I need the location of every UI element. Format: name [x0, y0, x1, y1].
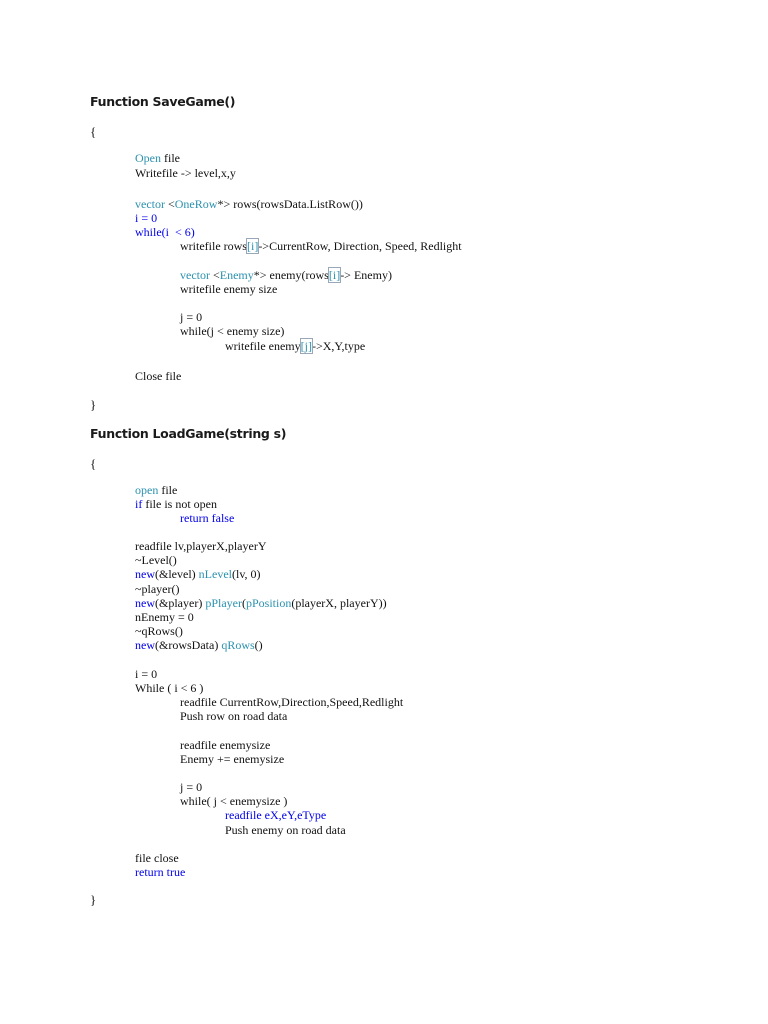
index-i: [i]	[328, 268, 341, 282]
keyword-new: new	[135, 567, 155, 581]
code-text: ->X,Y,type	[311, 339, 366, 353]
loadgame-heading: Function LoadGame(string s)	[90, 426, 287, 441]
code-text: (lv, 0)	[231, 567, 261, 581]
keyword-if: if	[135, 497, 143, 511]
keyword-vector: vector	[180, 268, 210, 282]
code-line-qrows-dtor: ~qRows()	[135, 624, 183, 638]
code-line-readfile-ex: readfile eX,eY,eType	[225, 808, 327, 822]
keyword-new: new	[135, 638, 155, 652]
code-text: writefile rows	[180, 239, 247, 253]
keyword-new: new	[135, 596, 155, 610]
code-line-return-false: return false	[180, 511, 235, 525]
code-text: (playerX, playerY))	[291, 596, 387, 610]
code-line-while-i: While ( i < 6 )	[135, 681, 204, 695]
fn-pposition: pPosition	[245, 596, 292, 610]
loadgame-open-brace: {	[90, 456, 97, 471]
code-line-readfile-enemysize: readfile enemysize	[180, 738, 271, 752]
code-line-push-row: Push row on road data	[180, 709, 288, 723]
code-line-if-not-open	[135, 497, 217, 511]
savegame-heading: Function SaveGame()	[90, 94, 236, 109]
code-text: file	[158, 483, 178, 497]
code-text: *> rows(rowsData.ListRow())	[217, 197, 363, 211]
code-text: (&rowsData)	[155, 638, 222, 652]
code-line-open-file	[135, 483, 177, 497]
code-line-nenemy: nEnemy = 0	[135, 610, 194, 624]
keyword-open: open	[135, 483, 159, 497]
code-line-j-init: j = 0	[180, 780, 203, 794]
code-line-while-j: while( j < enemysize )	[180, 794, 288, 808]
type-enemy: Enemy	[219, 268, 254, 282]
code-text: <	[164, 197, 175, 211]
code-text: *> enemy(rows	[253, 268, 329, 282]
code-line-writefile-rows	[180, 239, 462, 253]
code-text: (&player)	[155, 596, 206, 610]
code-line-i-init: i = 0	[135, 211, 158, 225]
code-line-new-player	[135, 596, 387, 610]
code-line-writefile-header: Writefile -> level,x,y	[135, 166, 236, 180]
fn-pplayer: pPlayer	[205, 596, 242, 610]
code-line-writefile-enemy	[225, 339, 365, 353]
type-onerow: OneRow	[174, 197, 218, 211]
code-line-vector-enemy	[180, 268, 392, 282]
code-line-close-file: Close file	[135, 369, 182, 383]
code-line-open-file	[135, 151, 180, 165]
index-j: [j]	[300, 339, 312, 353]
code-text: ->CurrentRow, Direction, Speed, Redlight	[258, 239, 462, 253]
code-text: writefile enemy	[225, 339, 301, 353]
code-line-writefile-enemy-size: writefile enemy size	[180, 282, 278, 296]
code-text: file is not open	[142, 497, 217, 511]
fn-nlevel: nLevel	[198, 567, 232, 581]
code-line-vector-rows	[135, 197, 363, 211]
loadgame-close-brace: }	[90, 892, 97, 907]
code-line-i-init: i = 0	[135, 667, 158, 681]
code-text: <	[209, 268, 220, 282]
code-line-player-dtor: ~player()	[135, 582, 180, 596]
fn-qrows: qRows	[221, 638, 255, 652]
code-line-readfile-row: readfile CurrentRow,Direction,Speed,Redlight	[180, 695, 404, 709]
code-text: file	[161, 151, 180, 165]
savegame-close-brace: }	[90, 397, 97, 412]
keyword-vector: vector	[135, 197, 165, 211]
code-line-readfile-lv: readfile lv,playerX,playerY	[135, 539, 267, 553]
code-text: ()	[254, 638, 263, 652]
keyword-open: Open	[135, 151, 161, 165]
code-line-while-j: while(j < enemy size)	[180, 324, 285, 338]
code-line-while-i: while(i < 6)	[135, 225, 195, 239]
savegame-open-brace: {	[90, 124, 97, 139]
code-text: -> Enemy)	[340, 268, 392, 282]
code-line-enemy-add: Enemy += enemysize	[180, 752, 285, 766]
code-line-new-level	[135, 567, 261, 581]
code-line-level-dtor: ~Level()	[135, 553, 177, 567]
index-i: [i]	[246, 239, 259, 253]
code-text: (&level)	[155, 567, 199, 581]
code-text: (	[241, 596, 246, 610]
code-line-new-rowsdata	[135, 638, 263, 652]
code-line-j-init: j = 0	[180, 310, 203, 324]
code-line-return-true: return true	[135, 865, 186, 879]
code-line-file-close: file close	[135, 851, 179, 865]
code-line-push-enemy: Push enemy on road data	[225, 823, 346, 837]
